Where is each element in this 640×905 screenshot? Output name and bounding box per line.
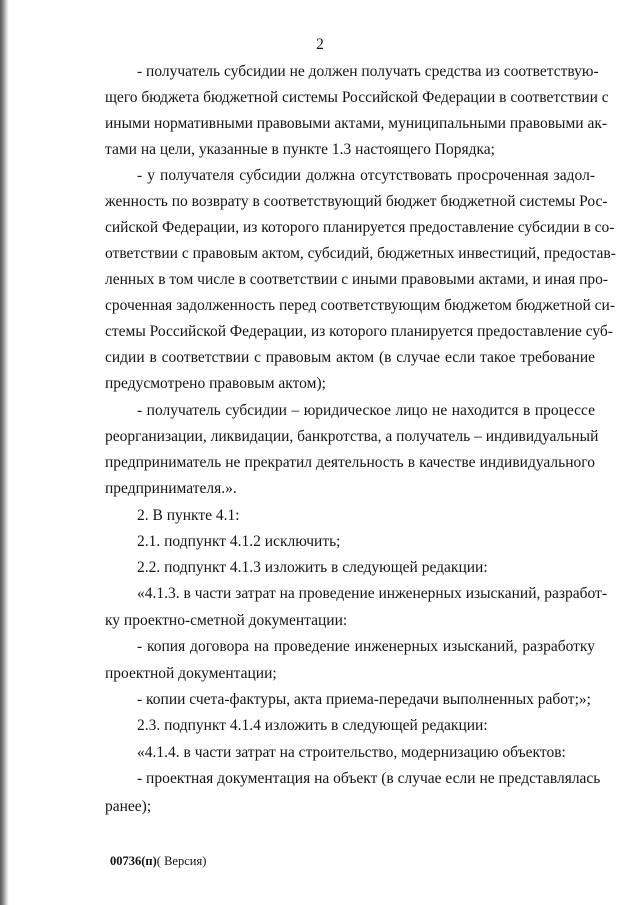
text-line: щего бюджета бюджетной системы Российской Федерации в соответствии с xyxy=(105,89,609,106)
text-line: тами на цели, указанные в пункте 1.3 настоящего Порядка; xyxy=(105,141,495,158)
text-line: сидии в соответствии с правовым актом (в случае если такое требование xyxy=(105,349,595,366)
scan-edge-shadow xyxy=(0,0,9,905)
text-line: ленных в том числе в соответствии с иными правовыми актами, и иная про- xyxy=(105,271,609,288)
text-line: 2.2. подпункт 4.1.3 изложить в следующей редакции: xyxy=(137,559,488,576)
text-line: - проектная документация на объект (в случае если не представлялась xyxy=(137,770,601,787)
text-line: ответствии с правовым актом, субсидий, бюджетных инвестиций, предостав- xyxy=(105,245,616,262)
text-line: сроченная задолженность перед соответствующим бюджетом бюджетной си- xyxy=(105,297,616,314)
document-footer xyxy=(110,854,206,869)
text-line: - копии счета-фактуры, акта приема-передачи выполненных работ;»; xyxy=(137,691,591,708)
text-line: - получатель субсидии – юридическое лицо не находится в процессе xyxy=(137,402,595,419)
text-line: женность по возврату в соответствующий бюджет бюджетной системы Рос- xyxy=(105,193,608,210)
text-line: - у получателя субсидии должна отсутствовать просроченная задол- xyxy=(137,167,595,184)
text-line: ку проектно-сметной документации: xyxy=(105,612,348,629)
text-line: - получатель субсидии не должен получать средства из соответствую- xyxy=(137,63,599,80)
text-line: 2.3. подпункт 4.1.4 изложить в следующей редакции: xyxy=(137,717,488,734)
text-line: 2. В пункте 4.1: xyxy=(137,507,240,524)
page-number: 2 xyxy=(316,36,324,53)
text-line: стемы Российской Федерации, из которого планируется предоставление суб- xyxy=(105,323,613,340)
text-line: предприниматель не прекратил деятельность в качестве индивидуального xyxy=(105,454,595,471)
text-line: реорганизации, ликвидации, банкротства, а получатель – индивидуальный xyxy=(105,428,599,445)
text-line: предпринимателя.». xyxy=(105,480,237,497)
text-line: сийской Федерации, из которого планируется предоставление субсидии в со- xyxy=(105,219,615,236)
text-line: иными нормативными правовыми актами, муниципальными правовыми ак- xyxy=(105,115,608,132)
document-code: 00736(п) xyxy=(110,854,157,868)
text-line: - копия договора на проведение инженерных изысканий, разработку xyxy=(137,638,595,655)
text-line: предусмотрено правовым актом); xyxy=(105,375,326,392)
text-line: 2.1. подпункт 4.1.2 исключить; xyxy=(137,533,341,550)
text-line: ранее); xyxy=(105,798,152,815)
document-version: ( Версия) xyxy=(156,854,207,868)
text-line: «4.1.4. в части затрат на строительство, модернизацию объектов: xyxy=(137,744,566,761)
text-line: «4.1.3. в части затрат на проведение инженерных изысканий, разработ- xyxy=(137,585,607,602)
text-line: проектной документации; xyxy=(105,665,277,682)
